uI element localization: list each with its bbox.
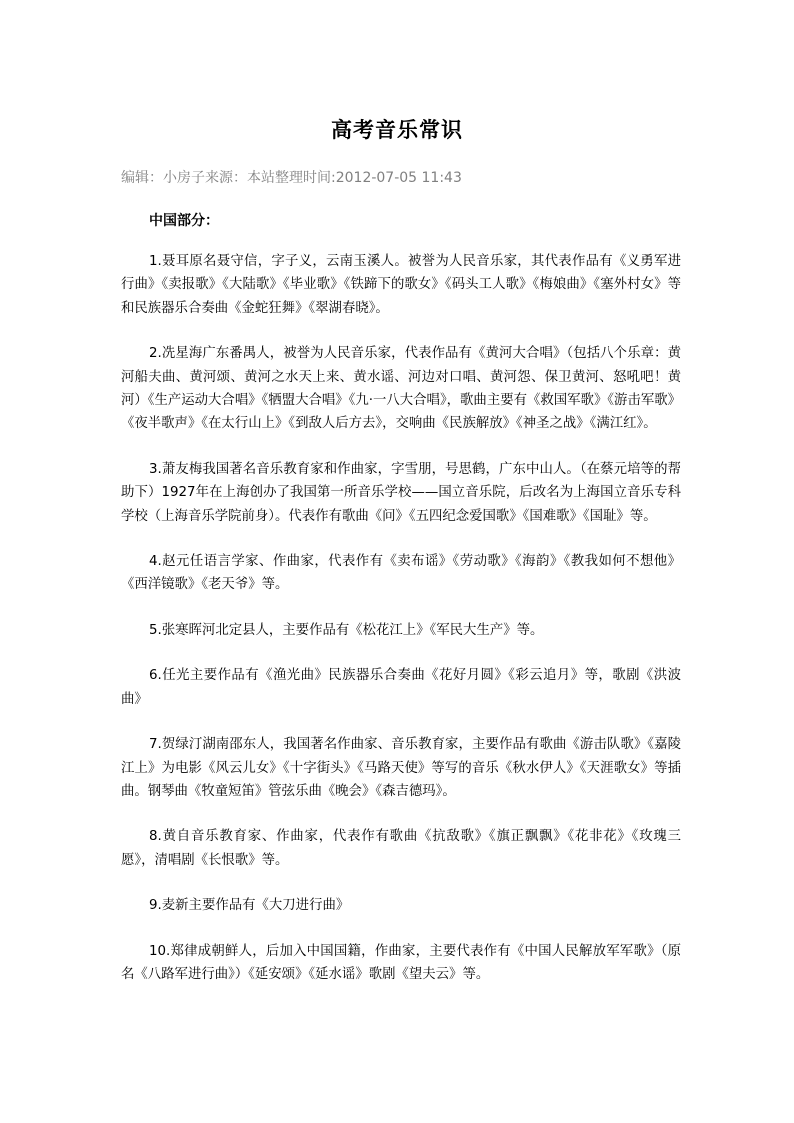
page-title: 高考音乐常识 xyxy=(331,117,463,142)
paragraph-6: 6.任光主要作品有《渔光曲》民族器乐合奏曲《花好月圆》《彩云追月》等，歌剧《洪波曲》 xyxy=(121,668,681,707)
paragraph-10: 10.郑律成朝鲜人，后加入中国国籍，作曲家，主要代表作有《中国人民解放军军歌》（原名《八路军进行曲》）《延安颂》《延水谣》歌剧《望夫云》等。 xyxy=(121,943,681,982)
paragraph-3: 3.萧友梅我国著名音乐教育家和作曲家，字雪朋，号思鹤，广东中山人。（在蔡元培等的帮助下）1927年在上海创办了我国第一所音乐学校——国立音乐院，后改名为上海国立音乐专科学校（上海音乐学院前身）。代表作有歌曲《问》《五四纪念爱国歌》《国难歌》《国耻》等。 xyxy=(121,461,681,524)
paragraph-7: 7.贺绿汀湖南邵东人，我国著名作曲家、音乐教育家，主要作品有歌曲《游击队歌》《嘉陵江上》为电影《风云儿女》《十字街头》《马路天使》等写的音乐《秋水伊人》《天涯歌女》等插曲。钢琴曲《牧童短笛》管弦乐曲《晚会》《森吉德玛》。 xyxy=(121,737,681,799)
paragraph-2: 2.冼星海广东番禺人，被誉为人民音乐家，代表作品有《黄河大合唱》（包括八个乐章：黄河船夫曲、黄河颂、黄河之水天上来、黄水谣、河边对口唱、黄河怨、保卫黄河、怒吼吧！黄河）《生产运动大合唱》《牺盟大合唱》《九·一八大合唱》，歌曲主要有《救国军歌》《游击军歌》《夜半歌声》《在太行山上》《到敌人后方去》，交响曲《民族解放》《神圣之战》《满江红》。 xyxy=(121,346,681,432)
article-meta: 编辑：小房子来源：本站整理时间:2012-07-05 11:43 xyxy=(121,170,462,186)
article-body xyxy=(121,250,681,1008)
paragraph-5: 5.张寒晖河北定县人，主要作品有《松花江上》《军民大生产》等。 xyxy=(149,622,544,638)
paragraph-1: 1.聂耳原名聂守信，字子义，云南玉溪人。被誉为人民音乐家，其代表作品有《义勇军进行曲》《卖报歌》《大陆歌》《毕业歌》《铁蹄下的歌女》《码头工人歌》《梅娘曲》《塞外村女》等和民族器乐合奏曲《金蛇狂舞》《翠湖春晓》。 xyxy=(121,254,681,316)
paragraph-9: 9.麦新主要作品有《大刀进行曲》 xyxy=(149,898,350,914)
section-heading: 中国部分： xyxy=(149,213,219,229)
paragraph-8: 8.黄自音乐教育家、作曲家，代表作有歌曲《抗敌歌》《旗正飘飘》《花非花》《玫瑰三愿》，清唱剧《长恨歌》等。 xyxy=(121,829,681,868)
paragraph-4: 4.赵元任语言学家、作曲家，代表作有《卖布谣》《劳动歌》《海韵》《教我如何不想他》《西洋镜歌》《老天爷》等。 xyxy=(121,554,681,593)
